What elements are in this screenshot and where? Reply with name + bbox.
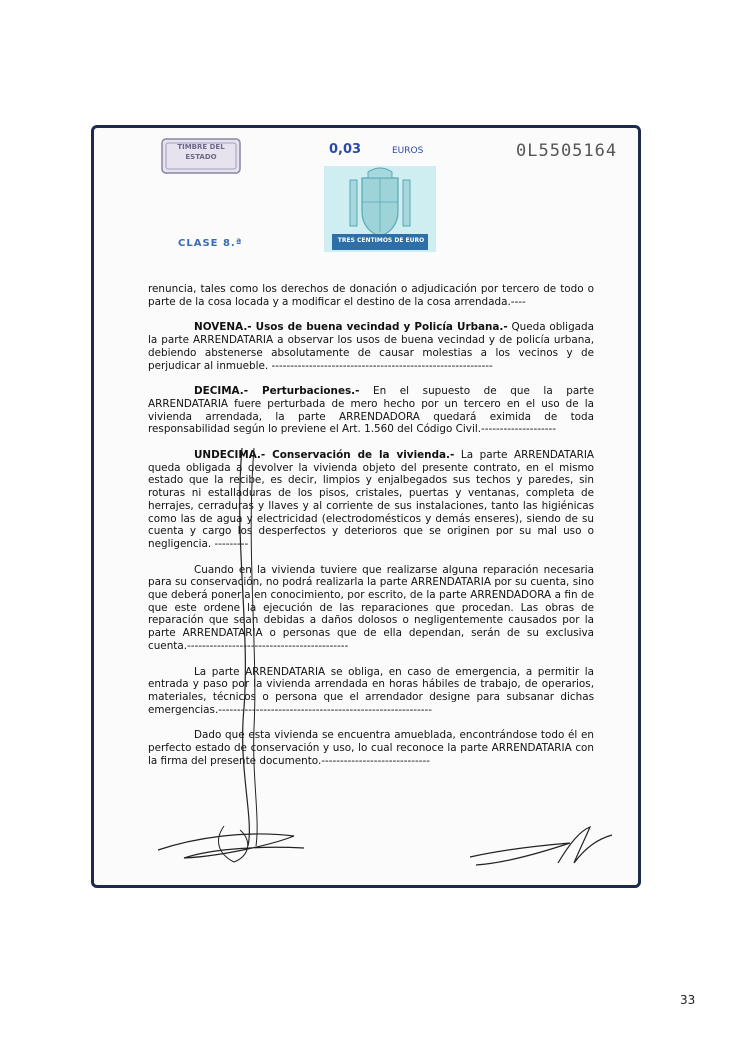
stamp-class: CLASE 8.ª — [178, 238, 243, 249]
paragraph — [148, 449, 594, 551]
paragraph-text: Dado que esta vivienda se encuentra amueblada, encontrándose todo él en perfecto estado de conservación y uso, lo cual reconoce la parte ARRENDATARIA con la firma del presente documento.----------------------------- — [148, 729, 594, 767]
paragraph — [148, 283, 594, 308]
clause-heading: DECIMA.- Perturbaciones.- — [194, 385, 360, 398]
seal-label: TIMBRE DEL ESTADO — [177, 143, 225, 161]
clause-heading: UNDECIMA.- Conservación de la vivienda.- — [194, 449, 455, 462]
signature-stroke — [224, 448, 284, 848]
signature-left — [154, 818, 314, 868]
stamp-currency: EUROS — [392, 146, 424, 156]
paragraph — [148, 385, 594, 436]
paragraph — [148, 564, 594, 653]
paragraph — [148, 666, 594, 717]
paragraph-text: Cuando en la vivienda tuviere que realizarse alguna reparación necesaria para su conservación, no podrá realizarla la parte ARRENDATARIA por su cuenta, sino que deberá ponerla en conocimiento, por escrito, de la parte ARRENDADORA a fin de que este ordene la ejecución de las reparaciones que procedan. Las obras de reparación que sean debidas a daños dolosos o negligentemente causados por la parte ARRENDATARIA o personas que de ella dependan, serán de su exclusiva cuenta.------------------------------------------- — [148, 563, 594, 652]
serial-number: 0L5505164 — [516, 141, 618, 161]
paragraph-text: La parte ARRENDATARIA se obliga, en caso de emergencia, a permitir la entrada y paso por la vivienda arrendada en horas hábiles de trabajo, de operarios, materiales, técnicos o persona que el arrendador designe para subsanar dichas emergencias.--------------------------------------------------------- — [148, 665, 594, 716]
paragraph-text: En el supuesto de que la parte ARRENDATARIA fuere perturbada de mero hecho por un tercero en el uso de la vivienda arrendada, la parte ARRENDADORA quedará eximida de toda responsabilidad según lo previene el Art. 1.560 del Código Civil.-------------------- — [148, 385, 594, 436]
scanned-document — [91, 125, 641, 888]
paragraph — [148, 729, 594, 767]
paragraph-text: renuncia, tales como los derechos de donación o adjudicación por tercero de todo o parte de la cosa locada y a modificar el destino de la cosa arrendada.---- — [148, 283, 594, 308]
paragraph-text: Queda obligada la parte ARRENDATARIA a observar los usos de buena vecindad y de policía urbana, debiendo abstenerse absolutamente de causar molestias a los vecinos y de perjudicar al inmueble. ----------------------------------------------------------- — [148, 321, 594, 372]
paragraph — [148, 321, 594, 372]
stamp-value: 0,03 — [329, 142, 362, 157]
signature-right — [466, 823, 616, 873]
contract-text — [148, 283, 594, 781]
clause-heading: NOVENA.- Usos de buena vecindad y Policía Urbana.- — [194, 321, 508, 334]
page-number: 33 — [680, 993, 696, 1007]
paragraph-text: La parte ARRENDATARIA queda obligada a devolver la vivienda objeto del presente contrato, en el mismo estado que la recibe, es decir, limpios y enjalbegados sus techos y paredes, sin roturas ni estalladuras de los pisos, cristales, puertas y ventanas, completa de herrajes, cerraduras y llaves y al corriente de sus instalaciones, tanto las higiénicas como las de agua y electricidad (electrodomésticos y demás enseres), siendo de su cuenta y cargo los desperfectos y deterioros que se originen por su mal uso o negligencia. --------- — [148, 449, 595, 550]
stamp-value-words: TRES CENTIMOS DE EURO — [337, 237, 425, 244]
